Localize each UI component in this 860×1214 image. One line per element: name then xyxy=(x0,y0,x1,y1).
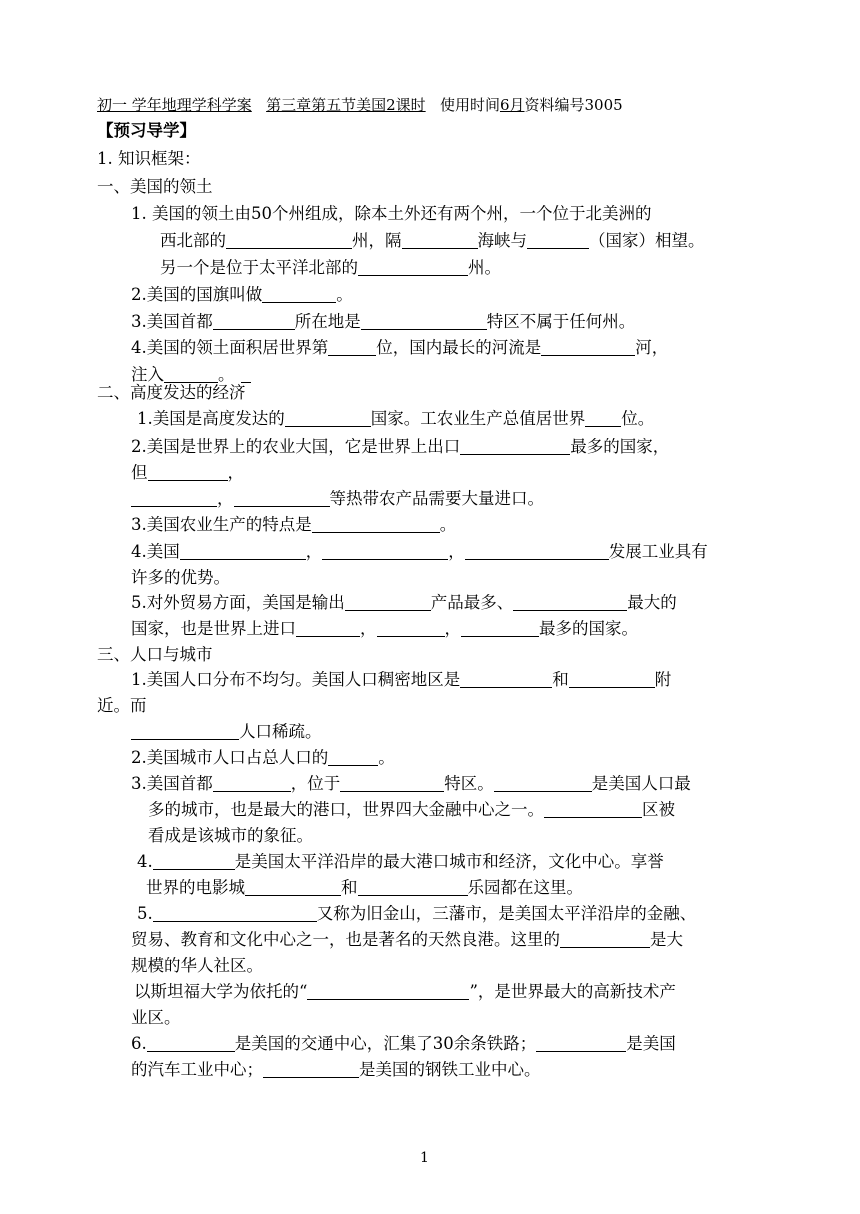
blank[interactable] xyxy=(345,592,431,611)
q3-4: 4. 是美国太平洋沿岸的最大港口城市和经济，文化中心。享誉 xyxy=(137,852,664,871)
q2-4-cont: 许多的优势。 xyxy=(131,568,230,587)
q1-1-line3: 另一个是位于太平洋北部的 州。 xyxy=(160,258,501,277)
section-population: 三、人口与城市 xyxy=(97,645,213,664)
q1-3: 3.美国首都 所在地是 特区不属于任何州。 xyxy=(131,312,636,331)
blank[interactable] xyxy=(358,257,468,276)
blank[interactable] xyxy=(226,230,352,249)
header-line xyxy=(97,92,623,118)
q2-3: 3.美国农业生产的特点是 。 xyxy=(131,515,457,534)
q1-1-line1: 1. 美国的领土由50个州组成，除本土外还有两个州，一个位于北美洲的 xyxy=(131,204,652,223)
q3-3-cont2: 看成是该城市的象征。 xyxy=(148,826,313,845)
blank[interactable] xyxy=(536,1033,626,1052)
blank[interactable] xyxy=(153,903,317,922)
header-code: 资料编号3005 xyxy=(524,96,623,114)
blank[interactable] xyxy=(148,462,228,481)
blank[interactable] xyxy=(544,799,642,818)
blank[interactable] xyxy=(245,877,341,896)
blank[interactable] xyxy=(307,981,469,1000)
q3-1: 1.美国人口分布不均匀。美国人口稠密地区是 和 附 xyxy=(131,670,672,689)
blank[interactable] xyxy=(296,618,360,637)
blank[interactable] xyxy=(465,541,609,560)
section-territory: 一、美国的领土 xyxy=(97,177,213,196)
blank[interactable] xyxy=(263,1059,359,1078)
section-economy: 二、高度发达的经济 xyxy=(97,383,246,402)
blank[interactable] xyxy=(361,311,487,330)
q3-3-cont1: 多的城市，也是最大的港口，世界四大金融中心之一。 区被 xyxy=(148,800,675,819)
blank[interactable] xyxy=(147,1033,235,1052)
q1-1-line2: 西北部的 州，隔 海峡与 （国家）相望。 xyxy=(160,231,705,250)
q3-5-cont1: 贸易、教育和文化中心之一，也是著名的天然良港。这里的 是大 xyxy=(131,930,683,949)
header-time-value: 6月 xyxy=(499,96,525,114)
q3-5-cont2: 规模的华人社区。 xyxy=(131,956,263,975)
q2-2-cont1: 但 ， xyxy=(131,463,244,482)
framework-label: 1. 知识框架： xyxy=(97,149,201,168)
q2-2: 2.美国是世界上的农业大国，它是世界上出口 最多的国家， xyxy=(131,437,670,456)
blank[interactable] xyxy=(234,488,330,507)
blank[interactable] xyxy=(402,230,478,249)
blank[interactable] xyxy=(153,851,235,870)
blank[interactable] xyxy=(585,408,621,427)
blank[interactable] xyxy=(180,541,306,560)
q1-4: 4.美国的领土面积居世界第 位，国内最长的河流是 河， xyxy=(131,338,669,357)
q3-5-cont4: 业区。 xyxy=(131,1008,181,1027)
preview-heading: 【预习导学】 xyxy=(97,121,196,140)
blank[interactable] xyxy=(340,773,444,792)
blank[interactable] xyxy=(527,230,589,249)
blank[interactable] xyxy=(322,541,448,560)
header-course: 初一 学年地理学科学案 xyxy=(97,96,252,114)
q3-1-cont1: 近。而 xyxy=(97,696,147,715)
blank[interactable] xyxy=(560,929,650,948)
q2-1: 1.美国是高度发达的 国家。工农业生产总值居世界 位。 xyxy=(137,409,655,428)
q2-2-cont2: ， 等热带农产品需要大量进口。 xyxy=(131,486,544,512)
q1-4-cont: 注入 。 xyxy=(131,362,251,388)
header-time-label: 使用时间 xyxy=(439,96,500,114)
q3-3: 3.美国首都 ，位于 特区。 是美国人口最 xyxy=(131,774,691,793)
blank[interactable] xyxy=(460,669,552,688)
q2-5-cont: 国家，也是世界上进口 ， ， 最多的国家。 xyxy=(131,619,638,638)
q3-4-cont: 世界的电影城 和 乐园都在这里。 xyxy=(146,878,583,897)
blank[interactable] xyxy=(461,618,539,637)
blank[interactable] xyxy=(358,877,468,896)
blank[interactable] xyxy=(213,311,295,330)
header-chapter: 第三章第五节美国2课时 xyxy=(266,96,426,114)
q1-2: 2.美国的国旗叫做 。 xyxy=(131,285,353,304)
blank[interactable] xyxy=(541,337,635,356)
blank[interactable] xyxy=(513,592,627,611)
blank[interactable] xyxy=(213,773,291,792)
blank[interactable] xyxy=(312,514,440,533)
q2-4: 4.美国 ， ， 发展工业具有 xyxy=(131,542,708,561)
blank[interactable] xyxy=(131,721,239,740)
page-number: 1 xyxy=(420,1150,429,1166)
q3-6: 6. 是美国的交通中心，汇集了30余条铁路； 是美国 xyxy=(131,1034,676,1053)
blank[interactable] xyxy=(328,747,378,766)
blank[interactable] xyxy=(285,408,371,427)
q3-5: 5. 又称为旧金山，三藩市，是美国太平洋沿岸的金融、 xyxy=(137,904,697,923)
q3-1-cont2: 人口稀疏。 xyxy=(131,719,322,745)
q2-5: 5.对外贸易方面，美国是输出 产品最多、 最大的 xyxy=(131,593,677,612)
blank[interactable] xyxy=(460,436,570,455)
q3-2: 2.美国城市人口占总人口的 。 xyxy=(131,748,395,767)
q3-6-cont: 的汽车工业中心； 是美国的钢铁工业中心。 xyxy=(131,1060,541,1079)
q3-5-cont3: 以斯坦福大学为依托的“ ”，是世界最大的高新技术产 xyxy=(134,982,676,1001)
blank[interactable] xyxy=(569,669,655,688)
blank[interactable] xyxy=(262,284,336,303)
blank[interactable] xyxy=(494,773,592,792)
blank[interactable] xyxy=(377,618,445,637)
blank[interactable] xyxy=(131,488,217,507)
blank[interactable] xyxy=(328,337,376,356)
